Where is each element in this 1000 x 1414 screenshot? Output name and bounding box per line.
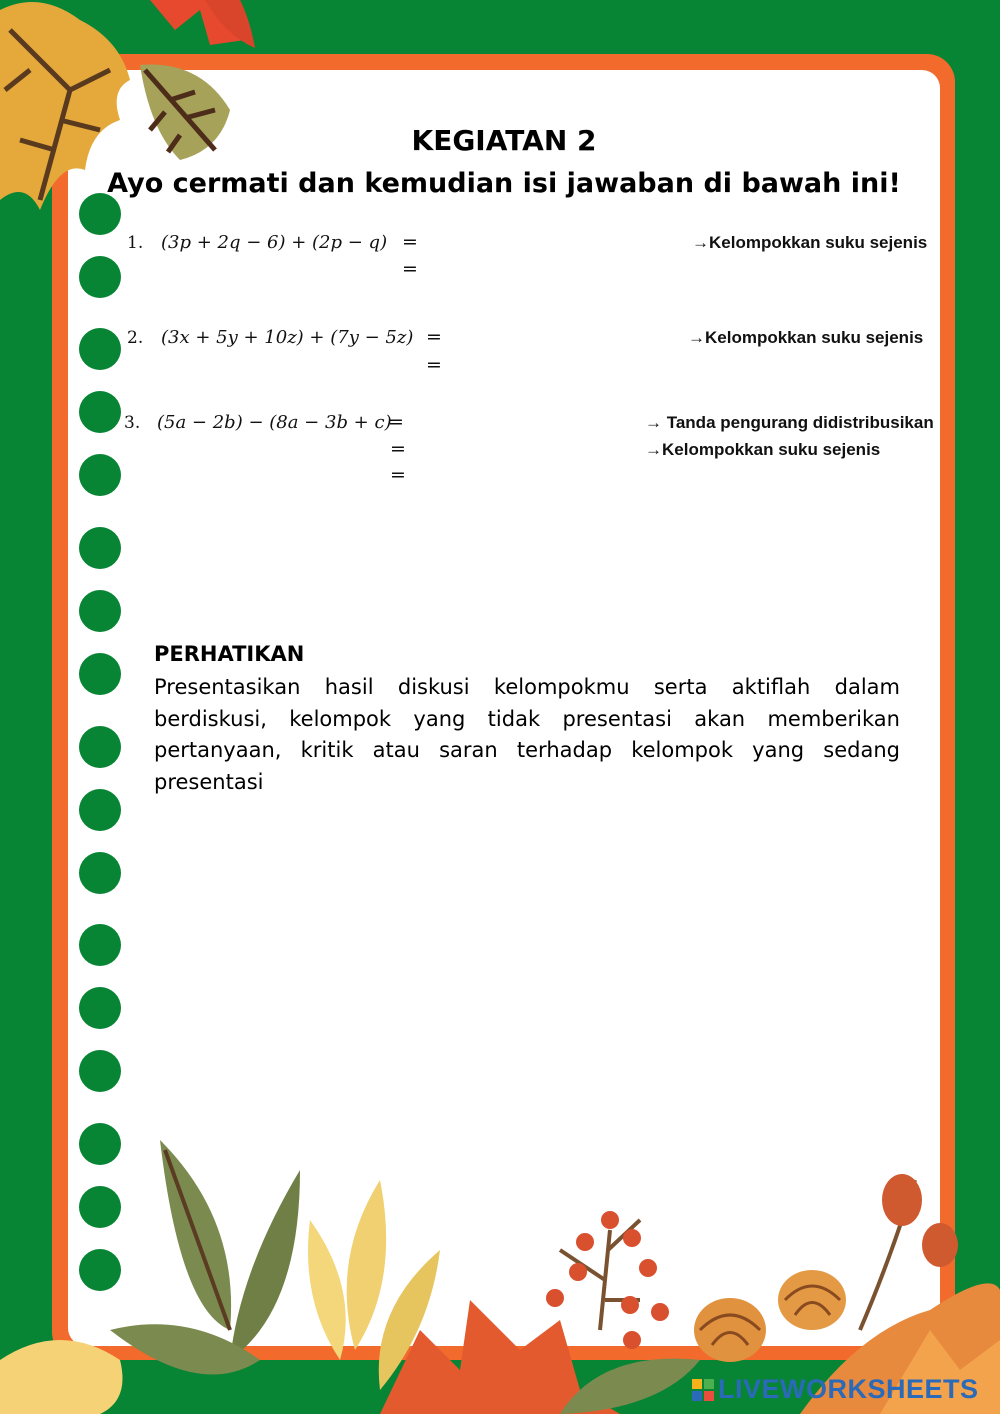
binder-hole bbox=[79, 987, 121, 1029]
binder-hole bbox=[79, 454, 121, 496]
hint-text: →Kelompokkan suku sejenis bbox=[645, 440, 881, 459]
hint-text: → Tanda pengurang didistribusikan bbox=[645, 413, 934, 432]
brand-text: LIVEWORKSHEETS bbox=[718, 1374, 979, 1404]
notice-title: PERHATIKAN bbox=[154, 642, 305, 666]
problem-expression: (3x + 5y + 10z) + (7y − 5z) bbox=[161, 327, 414, 348]
binder-hole bbox=[79, 726, 121, 768]
page-title: KEGIATAN 2 bbox=[411, 124, 597, 157]
problem-number: 2. bbox=[127, 328, 144, 348]
equals-sign: = bbox=[390, 438, 406, 460]
autumn-leaves-top-icon bbox=[0, 0, 260, 240]
liveworksheets-brand bbox=[692, 1374, 979, 1405]
equals-sign: = bbox=[402, 231, 418, 253]
equals-sign: = bbox=[426, 354, 442, 376]
equals-sign: = bbox=[388, 411, 404, 433]
binder-hole bbox=[79, 590, 121, 632]
notice-body: Presentasikan hasil diskusi kelompokmu serta aktiflah dalam berdiskusi, kelompok yang tidak presentasi akan memberikan pertanyaan, kritik atau saran terhadap kelompok yang sedang presentasi bbox=[154, 675, 900, 794]
page-subtitle: Ayo cermati dan kemudian isi jawaban di bawah ini! bbox=[107, 168, 901, 199]
binder-hole bbox=[79, 789, 121, 831]
binder-hole bbox=[79, 256, 121, 298]
equals-sign: = bbox=[426, 326, 442, 348]
problem-number: 1. bbox=[127, 233, 144, 253]
hint-text: →Kelompokkan suku sejenis bbox=[688, 328, 924, 347]
problem-number: 3. bbox=[124, 413, 141, 433]
problem-expression: (3p + 2q − 6) + (2p − q) bbox=[161, 232, 388, 253]
binder-hole bbox=[79, 924, 121, 966]
binder-hole bbox=[79, 527, 121, 569]
binder-hole bbox=[79, 391, 121, 433]
problem-expression: (5a − 2b) − (8a − 3b + c) bbox=[157, 412, 392, 433]
equals-sign: = bbox=[402, 258, 418, 280]
equals-sign: = bbox=[390, 464, 406, 486]
hint-text: →Kelompokkan suku sejenis bbox=[692, 233, 928, 252]
binder-hole bbox=[79, 1050, 121, 1092]
binder-hole bbox=[79, 852, 121, 894]
binder-hole bbox=[79, 328, 121, 370]
liveworksheets-logo-icon bbox=[692, 1379, 714, 1401]
autumn-leaves-bottom-icon bbox=[0, 1130, 1000, 1414]
binder-hole bbox=[79, 653, 121, 695]
